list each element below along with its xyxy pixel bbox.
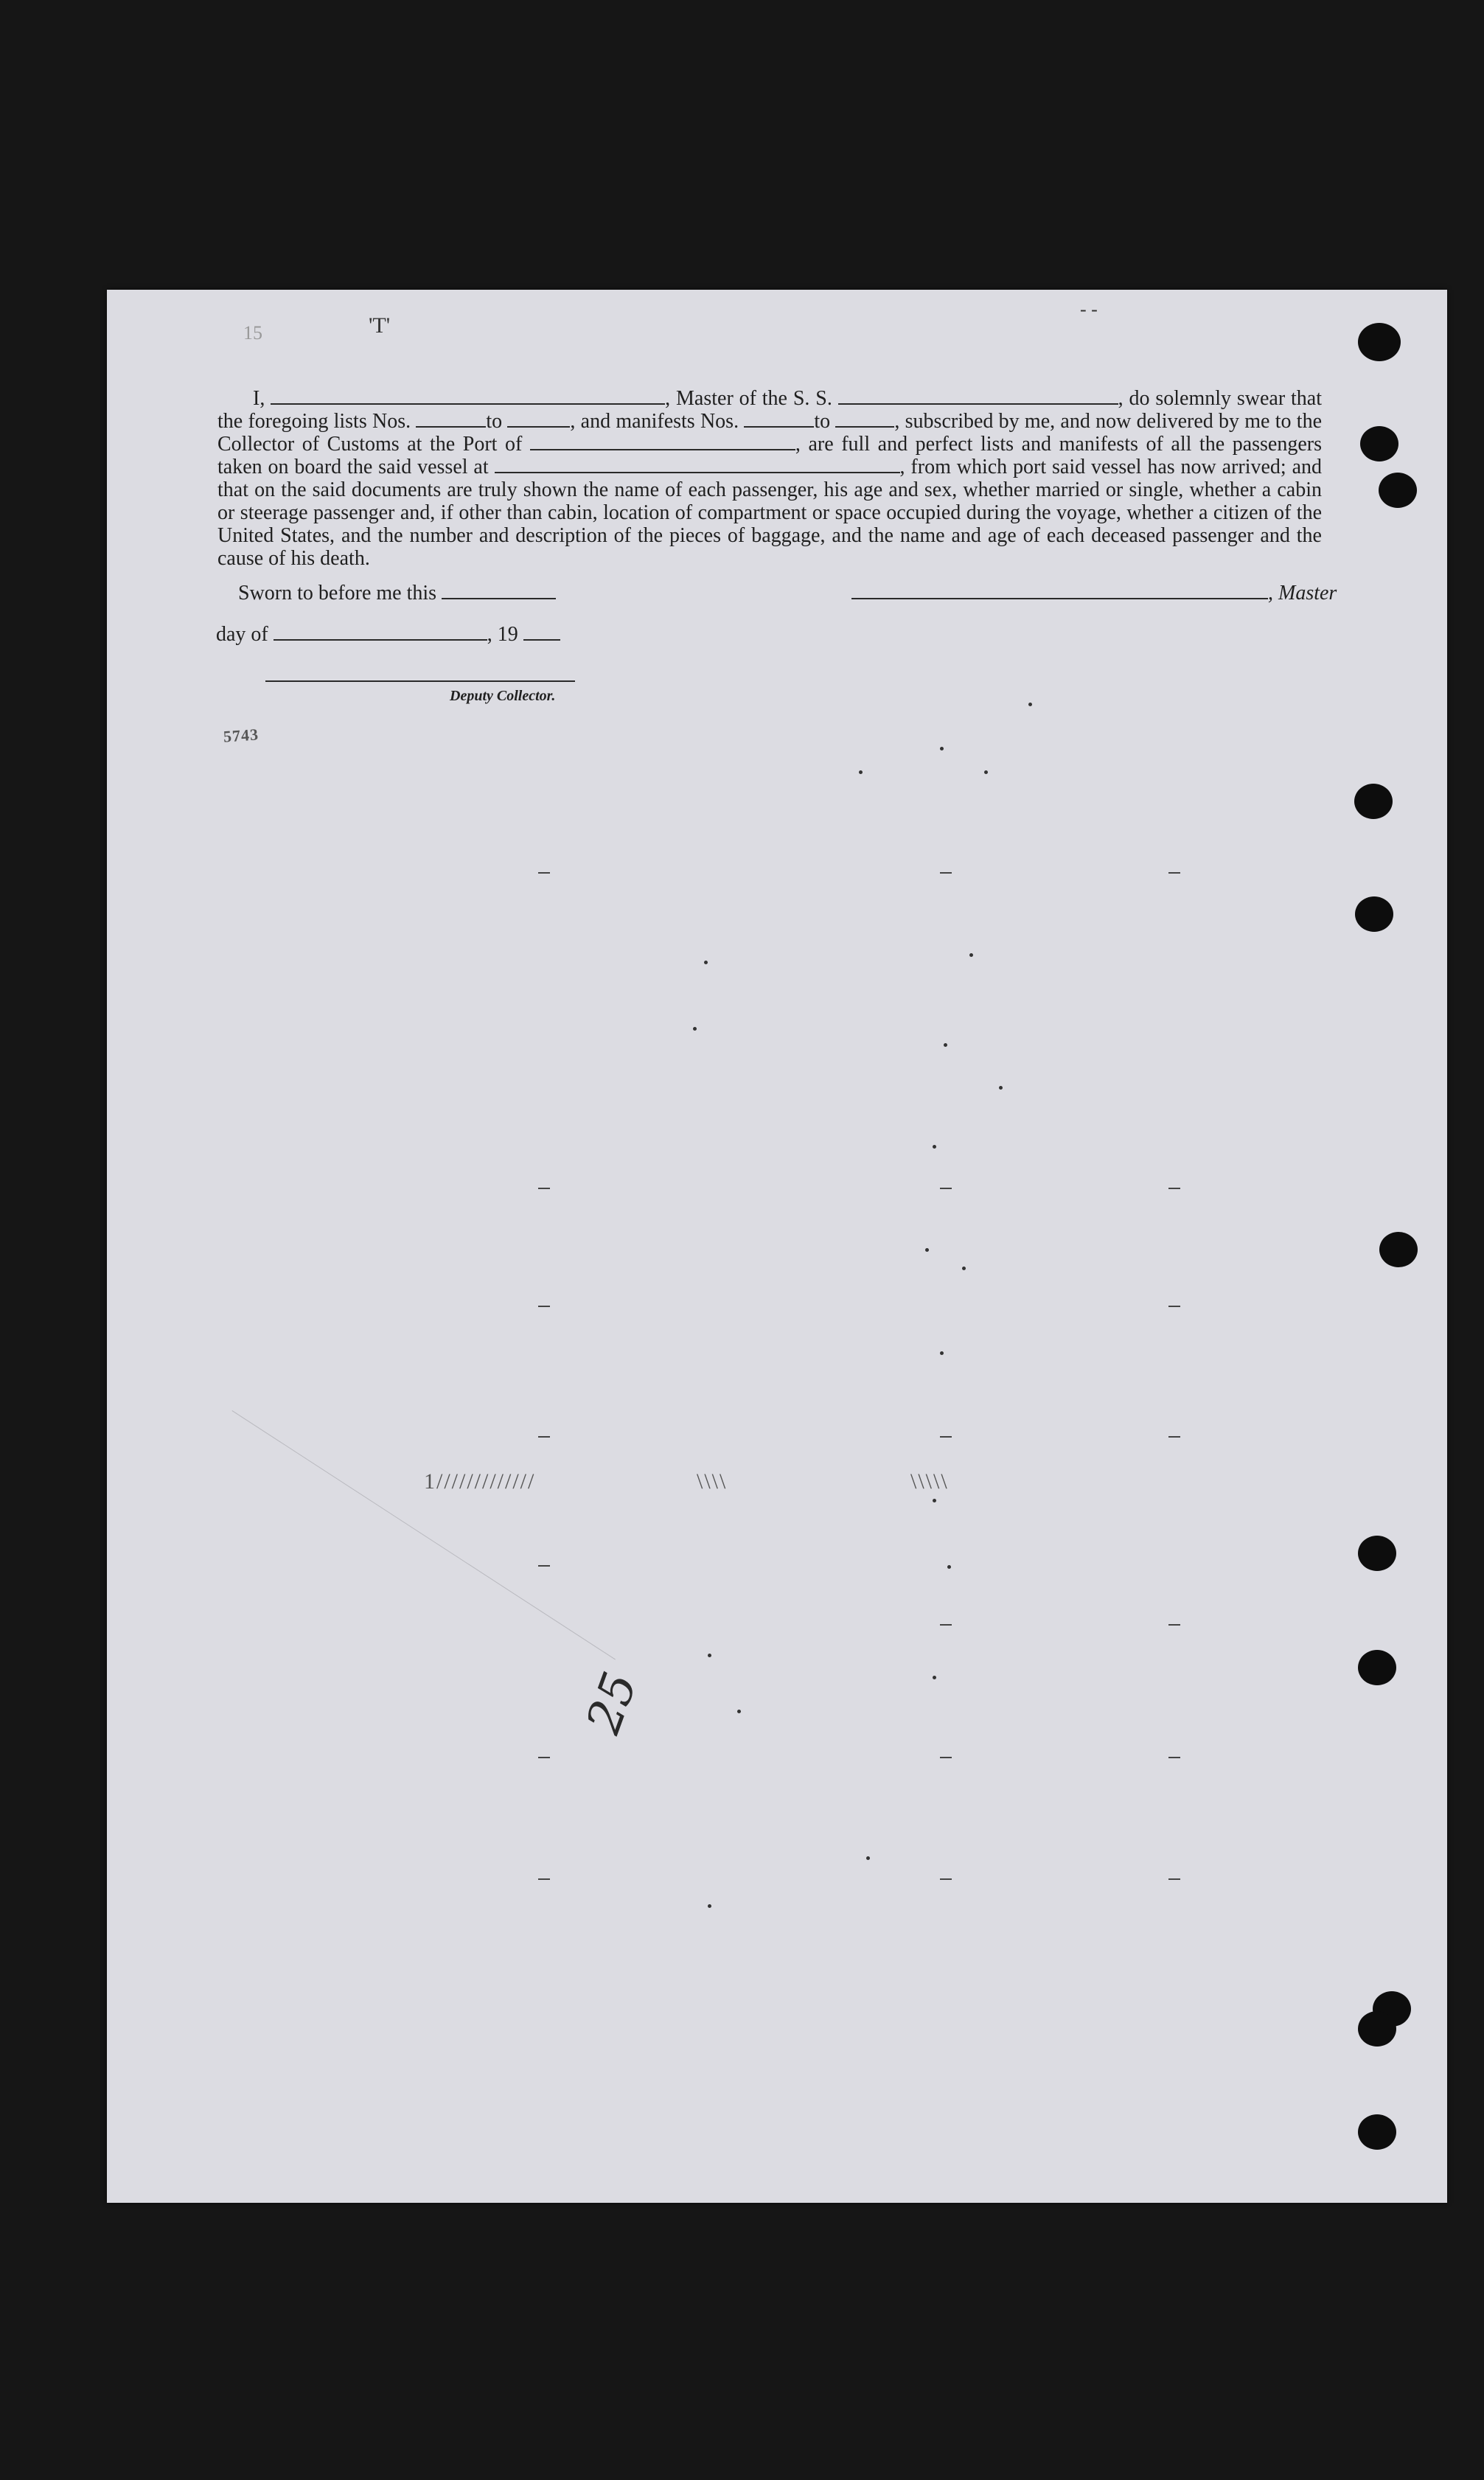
binder-hole bbox=[1360, 426, 1398, 461]
binder-hole bbox=[1354, 784, 1393, 819]
year-blank bbox=[523, 624, 560, 641]
ship-name-blank bbox=[838, 389, 1118, 405]
manifest-back-page bbox=[107, 290, 1447, 2203]
bleed-dash bbox=[1168, 1188, 1180, 1189]
bleed-dot bbox=[999, 1086, 1003, 1090]
master-oath-paragraph bbox=[217, 387, 1322, 570]
sworn-line bbox=[238, 582, 556, 605]
bleed-dash bbox=[538, 1436, 550, 1438]
bleed-dash bbox=[1168, 1436, 1180, 1438]
binder-hole bbox=[1355, 896, 1393, 932]
stamp-mark: 5743 bbox=[223, 725, 259, 746]
bleed-dot bbox=[969, 953, 973, 957]
bleed-dash bbox=[1168, 1757, 1180, 1758]
list-from-blank bbox=[416, 411, 486, 428]
bleed-dash bbox=[538, 1878, 550, 1880]
bleed-dot bbox=[940, 1351, 944, 1355]
bleed-dot bbox=[708, 1654, 711, 1657]
master-label: , Master bbox=[1268, 582, 1337, 605]
binder-hole bbox=[1358, 2114, 1396, 2150]
master-signature-line bbox=[851, 582, 1337, 605]
bleed-dot bbox=[947, 1565, 951, 1569]
bleed-through-mark: 1///////////// bbox=[424, 1469, 536, 1494]
bleed-dash bbox=[538, 1188, 550, 1189]
oath-text: , Master of the S. S. bbox=[665, 387, 832, 410]
oath-text: to bbox=[486, 410, 503, 433]
master-signature-blank bbox=[851, 583, 1268, 599]
binder-hole bbox=[1358, 2011, 1396, 2047]
bleed-dash bbox=[1168, 1624, 1180, 1626]
bleed-dot bbox=[940, 747, 944, 750]
list-to-blank bbox=[507, 411, 570, 428]
bleed-dash bbox=[940, 1436, 952, 1438]
bleed-dot bbox=[737, 1710, 741, 1713]
bleed-dash bbox=[940, 1757, 952, 1758]
oath-text: I, bbox=[253, 387, 265, 410]
bleed-dash bbox=[940, 872, 952, 874]
port-blank bbox=[530, 434, 795, 450]
oath-text: , subscribed by me, and now delivered by me to the Collector of Customs at the Port of bbox=[217, 410, 1323, 456]
day-of-label: day of bbox=[216, 623, 268, 646]
bleed-dash bbox=[538, 1757, 550, 1758]
oath-text: , from which port said vessel has now arrived; and that on the said documents are truly shown the name of each passenger, his age and sex, whether married or single, whether a cabin or steerage passenger and, if other than cabin, location of compartment or space occupied during the voyage, whether a citizen of the United States, and the number and description of the pieces of baggage, and the name and age of each deceased passenger and the cause of his death. bbox=[217, 456, 1323, 570]
bleed-dash bbox=[1168, 1306, 1180, 1307]
sworn-day-blank bbox=[442, 583, 556, 599]
bleed-dot bbox=[933, 1676, 936, 1679]
bleed-dash bbox=[538, 1306, 550, 1307]
month-blank bbox=[274, 624, 487, 641]
bleed-dash bbox=[1168, 1878, 1180, 1880]
bleed-dash bbox=[538, 872, 550, 874]
deputy-signature-line bbox=[265, 680, 575, 682]
bleed-through-mark: \\\\ bbox=[697, 1469, 728, 1494]
binder-hole bbox=[1379, 1232, 1418, 1267]
binder-hole bbox=[1358, 323, 1401, 361]
bleed-dash bbox=[940, 1624, 952, 1626]
bleed-dot bbox=[704, 961, 708, 964]
master-name-blank bbox=[271, 389, 665, 405]
sworn-label: Sworn to before me this bbox=[238, 582, 437, 605]
bleed-dash bbox=[538, 1565, 550, 1567]
oath-text: , are full and perfect lists and manifests of all the passengers taken on board the said vessel at bbox=[217, 433, 1323, 478]
oath-text: , do solemnly swear that the foregoing lists Nos. bbox=[217, 387, 1322, 433]
bleed-dot bbox=[984, 770, 988, 774]
handwritten-note: 25 bbox=[576, 1665, 649, 1741]
top-mark-right: - - bbox=[1080, 299, 1098, 320]
bleed-dash bbox=[940, 1188, 952, 1189]
bleed-dot bbox=[933, 1499, 936, 1502]
bleed-dot bbox=[859, 770, 863, 774]
bleed-dot bbox=[693, 1027, 697, 1031]
bleed-dot bbox=[933, 1145, 936, 1149]
bleed-dot bbox=[1028, 703, 1032, 706]
year-prefix: , 19 bbox=[487, 623, 518, 646]
binder-hole bbox=[1358, 1536, 1396, 1571]
bleed-through-mark: \\\\\ bbox=[910, 1469, 949, 1494]
bleed-dot bbox=[962, 1267, 966, 1270]
date-line bbox=[216, 623, 560, 647]
bleed-dot bbox=[944, 1043, 947, 1047]
top-mark: 'T' bbox=[369, 313, 391, 338]
deputy-collector-label: Deputy Collector. bbox=[450, 688, 556, 704]
oath-text: , and manifests Nos. bbox=[570, 410, 739, 433]
binder-hole bbox=[1358, 1650, 1396, 1685]
manifest-from-blank bbox=[744, 411, 814, 428]
bleed-dash bbox=[1168, 872, 1180, 874]
bleed-dot bbox=[708, 1904, 711, 1908]
departure-port-blank bbox=[495, 457, 900, 473]
manifest-to-blank bbox=[835, 411, 894, 428]
oath-text: to bbox=[814, 410, 831, 433]
fold-crease bbox=[231, 1410, 616, 1660]
page-marker: 15 bbox=[243, 322, 262, 344]
bleed-dash bbox=[940, 1878, 952, 1880]
bleed-dot bbox=[866, 1856, 870, 1860]
bleed-dot bbox=[925, 1248, 929, 1252]
binder-hole bbox=[1379, 473, 1417, 508]
